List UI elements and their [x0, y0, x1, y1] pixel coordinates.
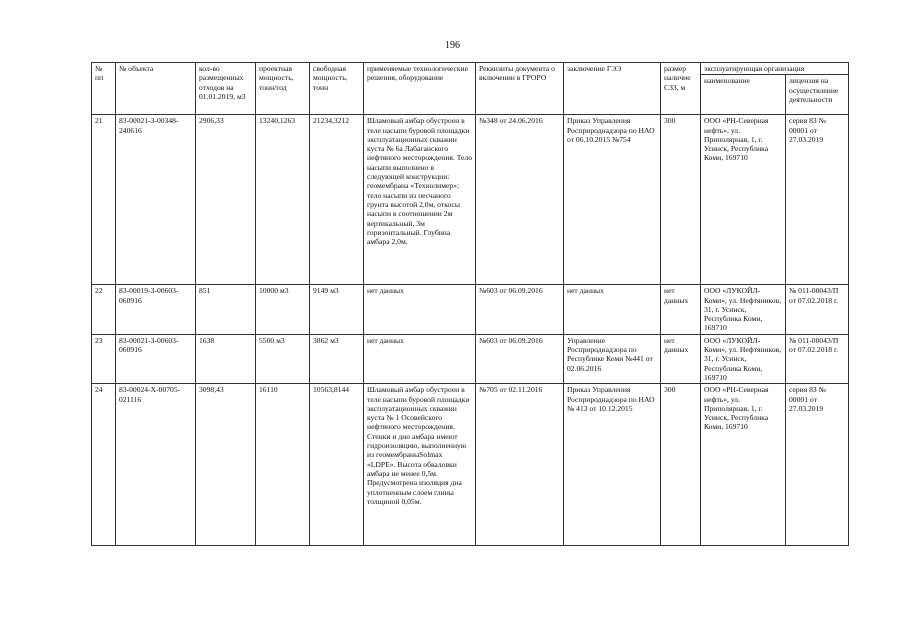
- header-object-number: № объекта: [116, 63, 196, 115]
- cell-free-capacity: 3862 м3: [310, 334, 364, 383]
- cell-num: 23: [92, 334, 116, 383]
- cell-org-name: ООО «ЛУКОЙЛ-Коми», ул. Нефтяников, 31, г. Усинск, Республика Коми, 169710: [701, 285, 786, 334]
- cell-free-capacity: 9149 м3: [310, 285, 364, 334]
- cell-object-number: 83-00021-З-00348-240616: [116, 115, 196, 285]
- cell-groro-requisites: №705 от 02.11.2016: [476, 384, 564, 546]
- cell-waste-quantity: 2906,33: [196, 115, 256, 285]
- header-gee-conclusion: заключение ГЭЭ: [564, 63, 661, 115]
- cell-technology: Шламовый амбар обустроен в теле насыпи буровой площадки эксплуатационных скважин куста № 6а Лабаганского нефтяного месторождения. Тело насыпи выполнено в следующей конструкции: геомембрана «Технолимер»; тело насыпи из песчаного грунта высотой 2,0м, откосы насыпи в соотношении 2м вертикальный, 3м горизонтальный. Глубина амбара 2,0м.: [364, 115, 476, 285]
- header-groro-requisites: Реквизиты документа о включении в ГРОРО: [476, 63, 564, 115]
- cell-gee-conclusion: Приказ Управления Росприроднадзора по НАО от 06.10.2015 №754: [564, 115, 661, 285]
- cell-org-name: ООО «РН-Северная нефть», ул. Приполярная, 1, г. Усинск, Республика Коми, 169710: [701, 115, 786, 285]
- cell-num: 21: [92, 115, 116, 285]
- cell-waste-quantity: 851: [196, 285, 256, 334]
- waste-facilities-table: [91, 62, 849, 546]
- cell-design-capacity: 13240,1263: [256, 115, 310, 285]
- cell-free-capacity: 10563,8144: [310, 384, 364, 546]
- cell-szz-size: нет данных: [661, 334, 701, 383]
- cell-design-capacity: 5500 м3: [256, 334, 310, 383]
- cell-gee-conclusion: Приказ Управления Росприроднадзора по НАО № 413 от 10.12.2015: [564, 384, 661, 546]
- cell-szz-size: нет данных: [661, 285, 701, 334]
- cell-technology: Шламовый амбар обустроен в теле насыпи буровой площадки эксплуатационных скважин куста № 1 Осовейского нефтяного месторождения. Стенки и дно амбара имеют гидроизоляцию, выполненную из геомембраныSolmax «LDPE». Высота обваловки амбара не менее 0,5м. Предусмотрена изоляция дна уплотненным слоем глины толщиной 0,05м.: [364, 384, 476, 546]
- cell-org-name: ООО «ЛУКОЙЛ-Коми», ул. Нефтяников, 31, г. Усинск, Республика Коми, 169710: [701, 334, 786, 383]
- cell-technology: нет данных: [364, 285, 476, 334]
- cell-license: № 011-00043/П от 07.02.2018 г.: [786, 285, 849, 334]
- page-number: 196: [445, 40, 460, 51]
- cell-free-capacity: 21234,3212: [310, 115, 364, 285]
- cell-gee-conclusion: нет данных: [564, 285, 661, 334]
- cell-design-capacity: 10000 м3: [256, 285, 310, 334]
- cell-groro-requisites: №603 от 06.09.2016: [476, 334, 564, 383]
- header-waste-quantity: кол-во размещенных отходов на 01.01.2019, м3: [196, 63, 256, 115]
- header-org-name: наименование: [701, 75, 786, 115]
- cell-org-name: ООО «РН-Северная нефть», ул. Приполярная, 1, г. Усинск, Республика Коми, 169710: [701, 384, 786, 546]
- cell-technology: нет данных: [364, 334, 476, 383]
- header-free-capacity: свободная мощность, тонн: [310, 63, 364, 115]
- header-technology: применяемые технологические решения, оборудование: [364, 63, 476, 115]
- header-design-capacity: проектная мощность, тонн/год: [256, 63, 310, 115]
- cell-license: № 011-00043/П от 07.02.2018 г.: [786, 334, 849, 383]
- table-row: [92, 285, 849, 334]
- table-row: [92, 384, 849, 546]
- cell-object-number: 83-00024-Х-00705-021116: [116, 384, 196, 546]
- header-szz-size: размер наличие СЗЗ, м: [661, 63, 701, 115]
- cell-groro-requisites: №348 от 24.06.2016: [476, 115, 564, 285]
- table-row: [92, 115, 849, 285]
- cell-groro-requisites: №603 от 06.09.2016: [476, 285, 564, 334]
- cell-license: серия 83 № 00001 от 27.03.2019: [786, 384, 849, 546]
- cell-gee-conclusion: Управление Росприроднадзора по Республике Коми №441 от 02.06.2016: [564, 334, 661, 383]
- cell-license: серия 83 № 00001 от 27.03.2019: [786, 115, 849, 285]
- header-num: № пп: [92, 63, 116, 115]
- cell-design-capacity: 16110: [256, 384, 310, 546]
- cell-object-number: 83-00021-З-00603-060916: [116, 334, 196, 383]
- cell-object-number: 83-00019-З-00603-060916: [116, 285, 196, 334]
- header-operating-organization: эксплуатирующая организация: [701, 63, 849, 75]
- cell-waste-quantity: 1638: [196, 334, 256, 383]
- cell-num: 22: [92, 285, 116, 334]
- table-row: [92, 334, 849, 383]
- header-license: лицензия на осуществление деятельности: [786, 75, 849, 115]
- cell-waste-quantity: 3098,43: [196, 384, 256, 546]
- cell-num: 24: [92, 384, 116, 546]
- cell-szz-size: 300: [661, 115, 701, 285]
- cell-szz-size: 300: [661, 384, 701, 546]
